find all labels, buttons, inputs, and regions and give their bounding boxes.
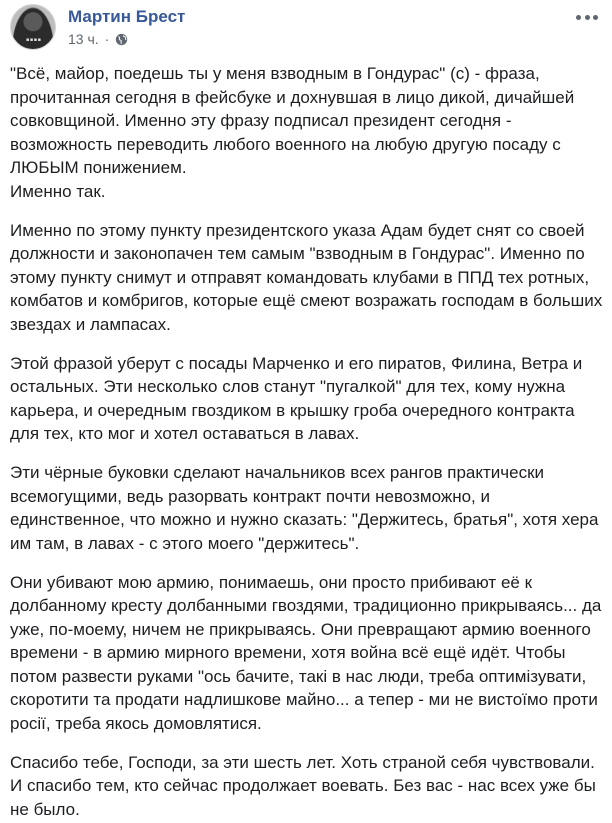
post-paragraph: Они убивают мою армию, понимаешь, они просто прибивают её к долбанному кресту долбанными гвоздями, традиционно прикрываясь... да уже, по-моему, ничем не прикрываясь. Они превращают армию военного времени - в армию мирного времени, хотя война всё ещё идёт. Чтобы потом развести руками "ось бачите, такі в нас люди, треба оптимізувати, скоротити та продати надлишкове майно... а тепер - ми не вистоїмо проти росії, треба якось домовлятися. — [10, 572, 602, 733]
post-meta — [68, 31, 128, 47]
meta-separator: · — [104, 31, 110, 47]
post-paragraph: Этой фразой уберут с посады Марченко и его пиратов, Филина, Ветра и остальных. Эти несколько слов станут "пугалкой" для тех, кому нужна карьера, и очередным гвоздиком в крышку гроба очередного контракта для тех, кто мог и хотел оставаться в лавах. — [10, 353, 583, 443]
avatar[interactable] — [10, 4, 56, 50]
more-options-icon[interactable] — [576, 10, 598, 24]
post-paragraph: Эти чёрные буковки сделают начальников всех рангов практически всемогущими, ведь разорвать контракт почти невозможно, и единственное, что можно и нужно сказать: "Держитесь, братья", хотя хера им там, в лавах - с этого моего "держитесь". — [10, 463, 599, 553]
avatar-shirt-print: ▪▪▪▪ — [26, 37, 42, 43]
post-paragraph: Спасибо тебе, Господи, за эти шесть лет. Хоть страной себя чувствовали. И спасибо тем, кто сейчас продолжает воевать. Без вас - нас всех уже бы не было. — [10, 752, 596, 819]
post-body — [10, 62, 604, 823]
post-paragraph: "Всё, майор, поедешь ты у меня взводным в Гондурас" (с) - фраза, прочитанная сегодня в фейсбуке и дохнувшая в лицо дикой, дичайшей совковщиной. Именно эту фразу подписал президент сегодня - возможность переводить любого военного на любую другую посаду с ЛЮБЫМ понижением. Именно так. — [10, 64, 575, 201]
globe-icon[interactable] — [115, 33, 128, 46]
post-header — [10, 4, 602, 50]
post-paragraph: Именно по этому пункту президентского указа Адам будет снят со своей должности и законопачен тем самым "взводным в Гондурас". Именно по этому пункту снимут и отправят командовать клубами в ППД тех ротных, комбатов и комбригов, которые ещё смеют возражать господам в больших звездах и лампасах. — [10, 220, 603, 334]
author-name-link[interactable]: Мартин Брест — [68, 7, 186, 26]
post-timestamp[interactable]: 13 ч. — [68, 31, 99, 47]
